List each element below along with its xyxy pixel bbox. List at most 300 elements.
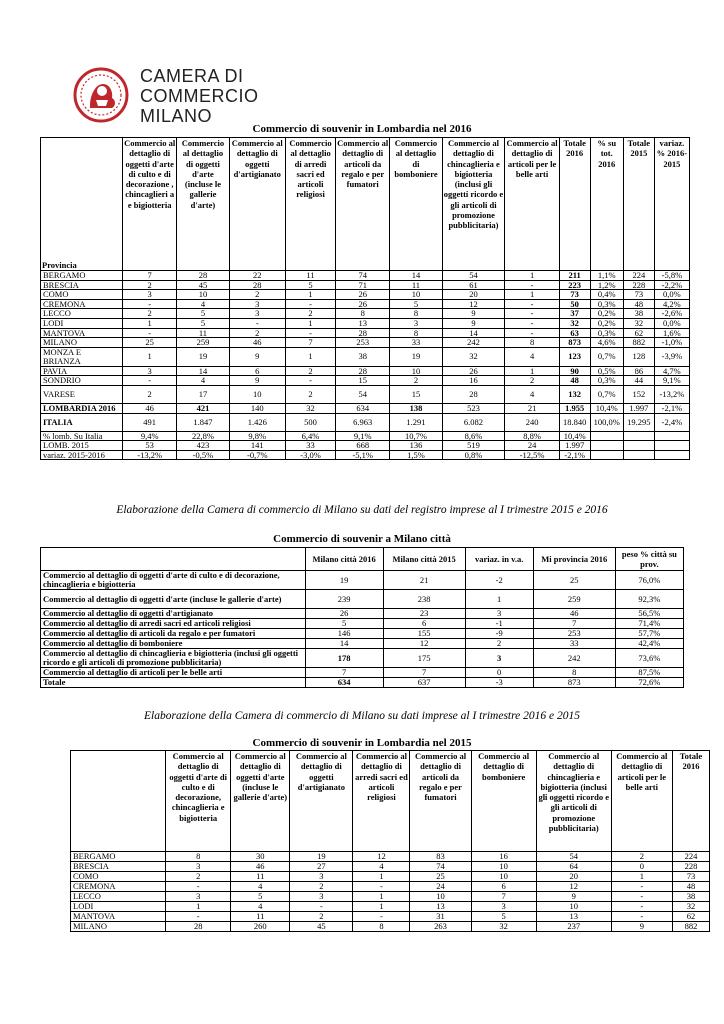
table-cell [654, 431, 689, 441]
table-cell: 1.426 [229, 413, 285, 431]
table-cell: 2 [611, 852, 672, 862]
column-header: Commercio al dettaglio di articoli da regalo e per fumatori [410, 751, 471, 852]
table-cell: 0,0% [654, 318, 689, 328]
row-label: BERGAMO [41, 271, 123, 281]
table-cell: - [611, 882, 672, 892]
table-cell: 28 [166, 922, 231, 932]
table-row [41, 649, 684, 668]
table-cell: 1 [505, 366, 559, 376]
table-cell: 74 [410, 862, 471, 872]
table-cell: 46 [123, 403, 177, 413]
row-label: % lomb. Su Italia [41, 431, 123, 441]
column-header: Totale 2016 [559, 138, 590, 271]
table-cell: 7 [533, 619, 615, 629]
table-cell: - [505, 280, 559, 290]
table-cell: - [611, 902, 672, 912]
row-label: LODI [71, 902, 166, 912]
table-cell: 10 [390, 290, 442, 300]
table-cell: 5 [177, 318, 229, 328]
column-header: Totale 2016 [672, 751, 709, 852]
table-cell: 32 [672, 902, 709, 912]
table-cell: 11 [231, 872, 290, 882]
table-cell: 9 [611, 922, 672, 932]
column-header: Totale 2015 [623, 138, 654, 271]
row-label: Commercio al dettaglio di oggetti d'artigianato [41, 609, 306, 619]
table-cell: - [285, 299, 335, 309]
table-cell: 500 [285, 413, 335, 431]
table-cell: 9,1% [336, 431, 390, 441]
table-cell: - [611, 892, 672, 902]
row-label: Totale [41, 678, 306, 688]
table-cell: 3 [229, 309, 285, 319]
table-cell [623, 450, 654, 460]
table-cell [590, 450, 623, 460]
table-cell: 19 [290, 852, 353, 862]
table2 [40, 547, 684, 688]
column-header: Milano città 2015 [383, 548, 465, 571]
table-cell: 46 [533, 609, 615, 619]
table-cell: 882 [623, 338, 654, 348]
table-cell: 0,8% [442, 450, 505, 460]
table-cell: 11 [231, 912, 290, 922]
row-label: VARESE [41, 385, 123, 403]
column-header: Commercio al dettaglio di oggetti d'arte di culto e di decorazione, chincaglieria e bigiotteria [166, 751, 231, 852]
table-cell: -2 [465, 571, 533, 590]
column-header: Commercio al dettaglio di articoli da regalo e per fumatori [336, 138, 390, 271]
row-label: variaz. 2015-2016 [41, 450, 123, 460]
table-cell: -2,2% [654, 280, 689, 290]
table-cell: 3 [229, 299, 285, 309]
table-cell: 28 [336, 328, 390, 338]
table-cell: 253 [533, 629, 615, 639]
table-row [71, 862, 710, 872]
table-cell: 10,7% [390, 431, 442, 441]
table-cell: 3 [465, 649, 533, 668]
table-row [41, 450, 690, 460]
table-cell: 11 [390, 280, 442, 290]
table-cell: -1 [465, 619, 533, 629]
row-label: MILANO [71, 922, 166, 932]
table-cell: 10,4% [559, 431, 590, 441]
table-cell: 5 [390, 299, 442, 309]
row-label: LECCO [71, 892, 166, 902]
table-cell: 15 [336, 376, 390, 386]
table-cell: 86 [623, 366, 654, 376]
table-cell: 25 [123, 338, 177, 348]
table-cell: 32 [559, 318, 590, 328]
table-cell: 9,4% [123, 431, 177, 441]
table-cell: 73 [559, 290, 590, 300]
table3-header-row [71, 751, 710, 852]
table-cell: 9 [229, 347, 285, 366]
table-cell: 1,1% [590, 271, 623, 281]
table-cell: 8 [505, 338, 559, 348]
table-cell: 240 [505, 413, 559, 431]
table-row [41, 290, 690, 300]
table-cell: 253 [336, 338, 390, 348]
table-cell [654, 450, 689, 460]
table-cell: 211 [559, 271, 590, 281]
table-cell: 0,4% [590, 290, 623, 300]
table-cell: 14 [390, 271, 442, 281]
table-cell: 45 [290, 922, 353, 932]
table-cell: 5 [177, 309, 229, 319]
table-cell: 73 [672, 872, 709, 882]
table-cell: 23 [383, 609, 465, 619]
table-cell: 132 [559, 385, 590, 403]
table-cell: 26 [305, 609, 383, 619]
table-cell: 175 [383, 649, 465, 668]
table-cell: 7 [285, 338, 335, 348]
table-cell: 5 [305, 619, 383, 629]
table-cell: 239 [305, 590, 383, 609]
table-cell: 1 [285, 347, 335, 366]
table-cell: 2 [285, 309, 335, 319]
table-cell: 72,6% [615, 678, 683, 688]
table-cell: -3,0% [285, 450, 335, 460]
column-header: Mi provincia 2016 [533, 548, 615, 571]
table-cell: 0,0% [654, 290, 689, 300]
table-cell: 4 [177, 376, 229, 386]
table-cell: 54 [442, 271, 505, 281]
table-cell: 2 [290, 882, 353, 892]
table-cell: 1 [465, 590, 533, 609]
table-cell: 22,8% [177, 431, 229, 441]
table-cell: 33 [533, 639, 615, 649]
table-cell [590, 441, 623, 451]
table-cell: 25 [533, 571, 615, 590]
column-header: Commercio al dettaglio di articoli per le belle arti [611, 751, 672, 852]
table-row [71, 872, 710, 882]
table-cell: 140 [229, 403, 285, 413]
row-label: Commercio al dettaglio di oggetti d'arte di culto e di decorazione, chincaglieria e bigiotteria [41, 571, 306, 590]
table-cell: - [285, 328, 335, 338]
table-cell: -1,0% [654, 338, 689, 348]
table-cell: 24 [505, 441, 559, 451]
table-row [41, 629, 684, 639]
table-cell: 32 [623, 318, 654, 328]
table-row [71, 902, 710, 912]
table-cell: 26 [336, 299, 390, 309]
table-cell: 224 [672, 852, 709, 862]
table-cell: 1 [285, 318, 335, 328]
row-label: Commercio al dettaglio di articoli per le belle arti [41, 668, 306, 678]
row-label: BRESCIA [71, 862, 166, 872]
table-cell: 152 [623, 385, 654, 403]
table-cell: 25 [410, 872, 471, 882]
row-label: COMO [41, 290, 123, 300]
table-cell: 8,6% [442, 431, 505, 441]
table-cell: 8 [166, 852, 231, 862]
row-label: Commercio al dettaglio di bomboniere [41, 639, 306, 649]
table-cell: 491 [123, 413, 177, 431]
table-cell: 13 [410, 902, 471, 912]
table-cell: - [505, 318, 559, 328]
table-cell: 1 [353, 892, 410, 902]
table-cell: 54 [536, 852, 611, 862]
table-cell: 873 [559, 338, 590, 348]
table-cell: -2,6% [654, 309, 689, 319]
table-cell: 263 [410, 922, 471, 932]
table1-header-row [41, 138, 690, 271]
column-header: Commercio al dettaglio di oggetti d'arte di culto e di decorazione , chincaglieri a e bigiotteria [123, 138, 177, 271]
table-cell: 10 [177, 290, 229, 300]
table-cell: 21 [505, 403, 559, 413]
row-label: LODI [41, 318, 123, 328]
table-cell: 46 [231, 862, 290, 872]
table-cell [654, 441, 689, 451]
table-cell: 6 [229, 366, 285, 376]
table-cell: 73,6% [615, 649, 683, 668]
table-cell: 2 [390, 376, 442, 386]
table-cell: 2 [465, 639, 533, 649]
table-cell: 3 [390, 318, 442, 328]
table-cell: 10 [471, 862, 536, 872]
table-row [41, 403, 690, 413]
table-cell: 5 [285, 280, 335, 290]
column-header: Commercio al dettaglio di oggetti d'arte (incluse le gallerie d'arte) [177, 138, 229, 271]
table-cell: 64 [536, 862, 611, 872]
column-header: % su tot. 2016 [590, 138, 623, 271]
table-cell: - [505, 299, 559, 309]
table-cell: 12 [442, 299, 505, 309]
table-cell: 3 [123, 290, 177, 300]
table-cell: 19.295 [623, 413, 654, 431]
column-header [41, 548, 306, 571]
table-cell: 519 [442, 441, 505, 451]
table-cell: 10 [471, 872, 536, 882]
table-cell: 8 [390, 309, 442, 319]
table-cell: 1 [611, 872, 672, 882]
table-cell: -0,5% [177, 450, 229, 460]
table-cell: 10 [410, 892, 471, 902]
table-cell: 223 [559, 280, 590, 290]
table-cell: - [285, 376, 335, 386]
row-label: MANTOVA [41, 328, 123, 338]
table-cell: 4 [505, 385, 559, 403]
logo-text: CAMERA DI COMMERCIO MILANO [140, 66, 259, 126]
table-cell: 28 [336, 366, 390, 376]
table-cell: 50 [559, 299, 590, 309]
table-row [41, 299, 690, 309]
table-cell: -2,4% [654, 413, 689, 431]
table-cell: 32 [285, 403, 335, 413]
table-cell: -2,1% [654, 403, 689, 413]
table-cell: -12,5% [505, 450, 559, 460]
table-cell: 19 [177, 347, 229, 366]
table-cell: 2 [166, 872, 231, 882]
column-header: Commercio al dettaglio di oggetti d'artigianato [229, 138, 285, 271]
row-label: PAVIA [41, 366, 123, 376]
chamber-logo-icon [72, 66, 130, 124]
table-cell: 56,5% [615, 609, 683, 619]
table-cell: 6.963 [336, 413, 390, 431]
table-cell: 18.840 [559, 413, 590, 431]
table-cell: 6,4% [285, 431, 335, 441]
table-cell: 33 [390, 338, 442, 348]
table-cell: 8 [336, 309, 390, 319]
table-cell: 136 [390, 441, 442, 451]
column-header: Commercio al dettaglio di chincaglieria e bigiotteria (inclusi gli oggetti ricordo e gli articoli di promozione pubblicitaria) [442, 138, 505, 271]
table-cell: 8 [390, 328, 442, 338]
table-cell: 28 [177, 271, 229, 281]
table-cell: 28 [229, 280, 285, 290]
table-cell: 228 [672, 862, 709, 872]
table-cell: 2 [285, 366, 335, 376]
table3-title: Commercio di souvenir in Lombardia nel 2015 [252, 737, 472, 749]
table-cell: -5,8% [654, 271, 689, 281]
table-cell: 30 [231, 852, 290, 862]
row-label: COMO [71, 872, 166, 882]
table-cell: 62 [623, 328, 654, 338]
row-label: LOMB. 2015 [41, 441, 123, 451]
table-cell: 2 [290, 912, 353, 922]
table-row [41, 678, 684, 688]
table-cell: 2 [229, 290, 285, 300]
table-row [41, 609, 684, 619]
table-cell: 87,5% [615, 668, 683, 678]
table-cell: 1.955 [559, 403, 590, 413]
table-cell: 2 [229, 328, 285, 338]
table-cell: 3 [166, 862, 231, 872]
table-cell: 19 [305, 571, 383, 590]
table-row [41, 376, 690, 386]
table-cell: 26 [442, 366, 505, 376]
column-header: variaz. in v.a. [465, 548, 533, 571]
table-cell: 10,4% [590, 403, 623, 413]
row-label: SONDRIO [41, 376, 123, 386]
table2-caption: Elaborazione della Camera di commercio di Milano su dati imprese al I trimestre 2016 e 2015 [144, 710, 580, 722]
table-cell: 1 [285, 290, 335, 300]
table-cell: 11 [285, 271, 335, 281]
table-cell: 0 [611, 862, 672, 872]
row-label: Commercio al dettaglio di arredi sacri ed articoli religiosi [41, 619, 306, 629]
table-cell: 13 [336, 318, 390, 328]
table-cell: 1 [166, 902, 231, 912]
table-cell: 1,6% [654, 328, 689, 338]
table-cell: 141 [229, 441, 285, 451]
table-cell: 48 [559, 376, 590, 386]
table-cell: 16 [471, 852, 536, 862]
table-cell: 6.082 [442, 413, 505, 431]
table-cell: 3 [123, 366, 177, 376]
table-cell: 15 [390, 385, 442, 403]
table-cell: 42,4% [615, 639, 683, 649]
table-cell: 14 [442, 328, 505, 338]
table-cell: 48 [623, 299, 654, 309]
table-cell: 38 [336, 347, 390, 366]
table-cell: 5 [471, 912, 536, 922]
table-cell: 12 [536, 882, 611, 892]
row-label: MILANO [41, 338, 123, 348]
table-cell: 31 [410, 912, 471, 922]
table-cell: 3 [465, 609, 533, 619]
table-cell: 3 [471, 902, 536, 912]
table-cell: 242 [533, 649, 615, 668]
table-cell: 4,7% [654, 366, 689, 376]
table-cell: 634 [305, 678, 383, 688]
row-label: Commercio al dettaglio di chincaglieria e bigiotteria (inclusi gli oggetti ricordo e gli articoli di promozione pubblicitaria) [41, 649, 306, 668]
table-cell: 7 [305, 668, 383, 678]
table-cell: 178 [305, 649, 383, 668]
table-row [41, 318, 690, 328]
table-cell: 37 [559, 309, 590, 319]
table-cell: 17 [177, 385, 229, 403]
table-cell: -13,2% [654, 385, 689, 403]
row-label: CREMONA [71, 882, 166, 892]
table-cell: 76,0% [615, 571, 683, 590]
table-cell: 19 [390, 347, 442, 366]
table-cell: -9 [465, 629, 533, 639]
table1-title: Commercio di souvenir in Lombardia nel 2016 [252, 123, 472, 135]
table-cell: 11 [177, 328, 229, 338]
table-cell: 21 [383, 571, 465, 590]
table-cell: 224 [623, 271, 654, 281]
table2-title: Commercio di souvenir a Milano città [273, 533, 451, 545]
table-cell: 1,2% [590, 280, 623, 290]
table-cell: -13,2% [123, 450, 177, 460]
table-cell: 4 [231, 902, 290, 912]
table-cell: 1 [353, 902, 410, 912]
column-header: Milano città 2016 [305, 548, 383, 571]
table-cell: 20 [442, 290, 505, 300]
table1 [40, 137, 690, 460]
table-cell: -3,9% [654, 347, 689, 366]
table-row [41, 590, 684, 609]
table-row [41, 639, 684, 649]
table-cell: 228 [623, 280, 654, 290]
table-cell: 4 [231, 882, 290, 892]
table-cell: 53 [123, 441, 177, 451]
column-header: variaz. % 2016-2015 [654, 138, 689, 271]
table-cell: 9 [442, 309, 505, 319]
table-row [41, 441, 690, 451]
table-cell: 73 [623, 290, 654, 300]
table-cell [590, 431, 623, 441]
table-cell: - [166, 882, 231, 892]
table-cell: 38 [672, 892, 709, 902]
table-cell [623, 441, 654, 451]
table-cell: 100,0% [590, 413, 623, 431]
table-cell: -0,7% [229, 450, 285, 460]
table-cell: 155 [383, 629, 465, 639]
table-cell: 0,3% [590, 328, 623, 338]
table-cell: - [166, 912, 231, 922]
table-cell: 259 [177, 338, 229, 348]
table-cell: 45 [177, 280, 229, 290]
table-cell: 7 [471, 892, 536, 902]
table-cell: 90 [559, 366, 590, 376]
table-cell: 14 [305, 639, 383, 649]
table-cell: 1 [505, 271, 559, 281]
table-cell: 27 [290, 862, 353, 872]
table-cell: 1 [505, 290, 559, 300]
table-cell: 6 [383, 619, 465, 629]
table-cell: 10 [390, 366, 442, 376]
table-cell: - [123, 299, 177, 309]
row-label: ITALIA [41, 413, 123, 431]
table-row [71, 912, 710, 922]
table-cell: 421 [177, 403, 229, 413]
table-cell: 237 [536, 922, 611, 932]
table-cell: 4 [177, 299, 229, 309]
table-cell: 2 [123, 280, 177, 290]
table-cell: 61 [442, 280, 505, 290]
table-cell: 3 [166, 892, 231, 902]
table-cell: 12 [353, 852, 410, 862]
table-row [41, 619, 684, 629]
table-row [41, 413, 690, 431]
